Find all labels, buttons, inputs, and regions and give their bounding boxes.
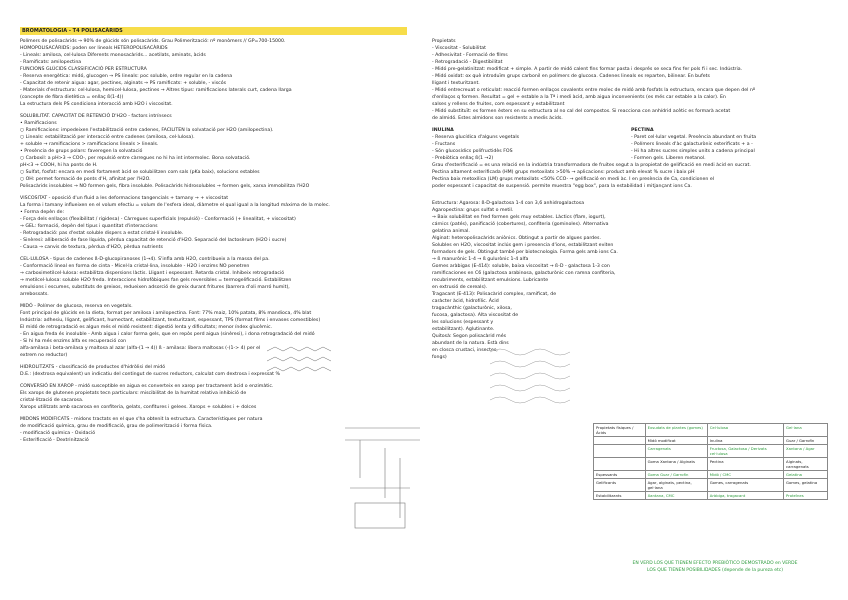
hydrolysates-section: [20, 364, 290, 378]
text-line: Agaropectina: grups sulfat o metil.: [432, 208, 514, 213]
text-line: - Capacitat de retenir aigua: agar, pectines, alginats → PS ramificats: + soluble, - viscós: [20, 81, 227, 86]
text-line: Polímers de polisacàrids → 90% de glúcids són polisacàrids. Grau Polimerització: nº monòmers // GP=700-15000.: [20, 39, 286, 44]
text-line: + soluble → ramificacions > ramificacions lineals > lineals.: [20, 142, 159, 147]
text-line: emulsions i escumes, substituts de greixos, redueixen adsorció de greix durant fritures (barrera d'oli marró humit),: [20, 285, 290, 290]
text-line: ramificaciones en C6 (galactosa arabinosa, galacturònic con ramna confiteria,: [432, 271, 616, 276]
table-cell: Midó modificat: [645, 437, 707, 445]
table-cell: Midó / CMC: [707, 471, 783, 479]
text-line: d'enllaços q formen. Resultat = gel + estable a la Tª i medi àcid, amb aigua inconvenients (es més car estable a la calor). En: [432, 95, 726, 100]
text-line: tragacànthic (galacturònic, xilosa,: [432, 306, 512, 311]
text-line: - Adhesivitat - Formació de films: [432, 53, 508, 58]
text-line: - Esterificació - Dextrinització: [20, 438, 89, 443]
text-line: formadors de gels. Obtingut també per biotecnologia. Forma gels amb ions Ca.: [432, 250, 618, 255]
solubility-section: [20, 113, 415, 190]
text-line: Grau d'esterificació = es una relació en la indústria transformadora de fruites segut a la propietat de gelificació en medi àcid en sucrat.: [432, 163, 751, 168]
text-line: Estructura: Agarosa: ß-D-galactosa 1-4 con 3,6 anhidrogalactosa: [432, 201, 585, 206]
starch-section: [20, 303, 415, 359]
text-line: Polisacàrids insolubles → NO formen gels, fibra insoluble. Polisacàrids hidrosolubles → formen gels, xarxa immobilitza l'H2O: [20, 184, 310, 189]
text-line: → carboximetilcel·lulosa: estabilitza dispersions làctis. Lligant i espessant. Retarda cristal. Inhibeix retrogradació: [20, 271, 285, 276]
text-line: Tragacant (E-413): Polisacàrid complex, ramificat, de: [432, 292, 557, 297]
text-line: La estructura dels PS condiciona interacció amb H2O i viscositat.: [20, 102, 173, 107]
table-cell: Espessants: [594, 471, 646, 479]
agar-structure-figure: [485, 342, 580, 412]
table-row: [594, 445, 828, 458]
table-cell: Gelificants: [594, 479, 646, 492]
inulin-heading: INULINA: [432, 128, 454, 133]
text-line: ○ Carboxil: a pH>3 → COO-, per repulsió entre càrregues no hi ha int intermolec. Bona solvatació.: [20, 156, 251, 161]
table-cell: Exsudats de plantes (gomes): [645, 424, 707, 437]
text-line: Font principal de glúcids en la dieta, format per amilosa i amilopectina. Font: 77% maiz, 10% patata, 8% mandioca, 4% blat: [20, 311, 312, 316]
text-line: Xarops utilitzats amb sacarosa en confiteria, gelats, confitures i gelees. Xarops + solubles i + dolces: [20, 405, 257, 410]
text-line: fongs): [432, 355, 447, 360]
text-line: Pectina altament esterificada (HM) grups metoxilats >50% → aplicacions: product amb elevat % sucre i baix pH: [432, 170, 695, 175]
text-line: FUNCIONS GLÚCIDS CLASSIFICACIÓ PER ESTRUCTURA: [20, 67, 147, 72]
hydrocolloid-summary-table: [593, 423, 828, 500]
text-line: en closca crustaci, insectes,: [432, 348, 498, 353]
footnote-line-2: LOS QUE TIENEN POSIBILIDADES (depende de la pureza etc): [647, 568, 783, 573]
text-line: lligant i texturitzant.: [432, 81, 480, 86]
table-cell: [594, 437, 646, 445]
table-cell: Estabilitzants: [594, 492, 646, 500]
intro-section: [20, 38, 415, 108]
text-line: SOLUBILITAT. CAPACITAT DE RETENCIÓ D'H2O - factors intrínsecs: [20, 114, 172, 119]
inulin-pectin-row: [432, 148, 830, 155]
text-line: - Si hi ha més enzims àlfa es recuperació con: [20, 339, 127, 344]
text-line: ○ Lineals: estabilització per interacció entre cadenes (amilosa, cel·lulosa).: [20, 135, 195, 140]
table-row: [594, 458, 828, 471]
text-line: CEL·LULOSA - tipus de cadenes ß-D-glucopiranoses (1→4). S'infla amb H2O, contribueix a la massa del pa.: [20, 257, 270, 262]
footnote-line-1: EN VERD LOS QUE TIENEN EFECTO PREBIÒTICO DEMOSTRADO en VERDE: [632, 561, 798, 566]
text-line: HIDROLITZATS - classificació de productes d'hidròlisi del midó: [20, 365, 166, 370]
syrup-section: [20, 383, 320, 411]
text-line: cristal·lització de sacarosa.: [20, 398, 84, 403]
text-line: Alginat: heteropolisacàrids aniònics. Obtingut a partir de algues pardes.: [432, 236, 601, 241]
pectin-section: [432, 162, 830, 190]
text-line: ○ Ramificacions: impedeixen l'estabilització entre cadenes, FACILITEN la solvatació per H2O (amilopectina).: [20, 128, 274, 133]
inulin-item: - Reserva glucídica d'alguns vegetals: [432, 135, 520, 140]
text-line: de almidó. Estes almidons son resistents a medis àcids.: [432, 116, 563, 121]
text-line: - Retrogradació - Digestibilitat: [432, 60, 503, 65]
text-line: caràcter àcid, hidrofílic. Àcid: [432, 299, 499, 304]
inulin-item: - Prebiòtica enllaç ß(1 →2): [432, 156, 494, 161]
table-cell: Gelatina: [784, 471, 828, 479]
text-line: - Midó pre-gelatinitzat: modificat + simple. A partir de midó calent fins formar pasta i després se seca fins fer pols fi i sec. Indústria.: [432, 67, 743, 72]
text-line: - Retrogradació: pas d'estat soluble dispers a estat cristal·lí insoluble.: [20, 231, 184, 236]
text-line: - En aigua freda és insoluble - Amb aigua i calor forma gels, que en repòs perd aigua (sinèresi), i dona retrogradació del midó: [20, 332, 315, 337]
text-line: - Midó oxidat: ox què introduïm grups carbonil en polímers de glucosa. Cadenes lineals es reparten, bilinear. En bufets: [432, 74, 710, 79]
text-line: → Baix solubilitat en fred formen gels muy estables. Làctics (flam, iogurt),: [432, 215, 606, 220]
modified-starch-section: [20, 416, 320, 444]
text-line: - Conformació lineal en forma de cinta - Micel·la cristal·lina, insoluble - H2O i enzims NO penetren: [20, 264, 250, 269]
text-line: - Ramificats: amilopectina: [20, 60, 82, 65]
text-line: VISCOSITAT - oposició d'un fluid a les deformacions tangencials + tamany → + viscositat: [20, 196, 229, 201]
text-line: Els xarops de glutenen propietats tecn particulars: miscibilitat de la humitat relativa inhibició de: [20, 391, 247, 396]
text-line: - Midó entrecreuat o reticulat: reacció formen enllaços covalents entre molec de midó amb fosfats la estructura, encara que depen del nº: [432, 88, 756, 93]
table-cell: Fructosa, Galactosa / Derivats cel·lulosa: [707, 445, 783, 458]
text-line: recubriments, estabilitzant emulsions. Lubricante: [432, 278, 549, 283]
viscosity-section: [20, 195, 415, 251]
text-line: de modificació química, grau de modificació, grau de polimerització i forma física.: [20, 424, 213, 429]
table-row: [594, 471, 828, 479]
table-footnote: [615, 560, 815, 574]
text-line: pH<3 → COOH, hi ha ponts de H.: [20, 163, 98, 168]
table-cell: Proteïnes: [784, 492, 828, 500]
inulin-item: - Fructans: [432, 142, 456, 147]
text-line: - modificació química - Oxidació: [20, 431, 96, 436]
table-cell: Xantana, CMC: [645, 492, 707, 500]
starch-structure-figure: [340, 418, 425, 538]
text-line: → ß manurònic 1-4 → ß gulurònic 1-4 alfa: [432, 257, 529, 262]
text-line: La forma i tamany influeixen en el volum efectiu = volum de l'esfera ideal, diàmetre el qual igual a la longitud màxima de la molec.: [20, 203, 330, 208]
text-line: Gomes aràbigas (E-414): soluble, baixa viscositat → ß-D - galactosa 1-3 con: [432, 264, 610, 269]
text-line: Quitosà: Segon polisacàrid més: [432, 334, 507, 339]
text-line: → GEL: formació, depèn del tipus i quantitat d'interaccions: [20, 224, 158, 229]
text-line: • Ramificacions: [20, 121, 57, 126]
pectin-item: - Hi ha altres sucres simples units a cadena principal: [631, 149, 755, 154]
document-title: BROMATOLOGIA - T4 POLISACÀRIDS: [20, 27, 407, 35]
inulin-pectin-row: [432, 134, 830, 141]
table-cell: Inulina: [707, 437, 783, 445]
text-line: - Viscositat - Solubilitat: [432, 46, 486, 51]
table-cell: Carragenats: [645, 445, 707, 458]
left-column: [20, 38, 415, 444]
text-line: - Midó substituït: es formen èsters en su estructura al no cal del compostos. Si reacciona con anhídrid acètic es formarà acetat: [432, 109, 731, 114]
table-row: [594, 492, 828, 500]
table-cell: Cel·lulosa: [707, 424, 783, 437]
text-line: - Força dels enllaços (flexibilitat / rigidesa) - Càrregues superficials (repulsió) - Conformació (+ linealitat, + viscositat): [20, 217, 296, 222]
text-line: poder espessant i capacitat de suspensió. permite muestra "egg box", para la estabilidad i mitjançant ions Ca.: [432, 184, 692, 189]
text-line: cárnics (patés), panificació (cobertures), confiteria (gominoles). Alternativa: [432, 222, 609, 227]
text-line: • Forma depèn de:: [20, 210, 65, 215]
table-cell: Propietats físiques / Àcids: [594, 424, 646, 437]
table-cell: Alginats, carragenats: [784, 458, 828, 471]
text-line: (concepte de fibra dietètica = enllaç ß(1-4)): [20, 95, 124, 100]
table-row: [594, 479, 828, 492]
inulin-item: - Són glucosídics polifructidès FOS: [432, 149, 513, 154]
table-cell: Agar, alginats, pectina, gel·lana: [645, 479, 707, 492]
modified-starch-types: [432, 66, 830, 122]
text-line: MIDÓ - Polímer de glucosa, reserva en vegetals.: [20, 304, 133, 309]
table-cell: [594, 445, 646, 458]
text-line: Solubles en H2O, viscositat inclús gem i presencia d'ions, estabilitzant eviten: [432, 243, 614, 248]
text-line: - Materials d'estructura: cel·lulosa, hemicel·lulosa, pectines → Altres tipus: ramificacions laterals curt, cadena llarga: [20, 88, 292, 93]
text-line: extrem no reductor): [20, 353, 68, 358]
inulin-pectin-row: [432, 155, 830, 162]
pectin-item: - Paret cel·lular vegetal. Presència abundant en fruita: [631, 135, 757, 140]
text-line: CONVERSIÓ EN XAROP - midó susceptible en aigua es converteix en xarop per tractament àcid o enzimàtic.: [20, 384, 274, 389]
properties-title: Propietats: [432, 39, 456, 44]
text-line: - Causa → canvis de textura, pèrdua d'H2O, pèrdua nutrients: [20, 245, 163, 250]
table-cell: Gomes, gelatina: [784, 479, 828, 492]
agar-alginate-section: [432, 200, 830, 263]
table-cell: Goma Guar / Garrofín: [645, 471, 707, 479]
text-line: gelatina animal.: [432, 229, 470, 234]
table-row: [594, 437, 828, 445]
text-line: fucosa, galactosa). Alta viscositat de: [432, 313, 519, 318]
text-line: MIDONS MODIFICATS - midons tractats en el que s'ha obtenit la estructura. Característiques per natura: [20, 417, 263, 422]
table-cell: [594, 458, 646, 471]
table-cell: Guar / Garrofín: [784, 437, 828, 445]
text-line: HOMOPOLISACÀRIDS: poden ser lineals HETEROPOLISACÀRIDS: [20, 46, 168, 51]
text-line: estabilitzant). Aglutinante.: [432, 327, 495, 332]
pectin-heading: PECTINA: [631, 128, 654, 133]
table-cell: Gomes, carragenats: [707, 479, 783, 492]
cellulose-section: [20, 256, 292, 298]
table-cell: Pectina: [707, 458, 783, 471]
text-line: - Reserva energètica: midó, glucogen → PS lineals: poc soluble, ordre regular en la cadena: [20, 74, 233, 79]
text-line: arrebossats.: [20, 292, 49, 297]
text-line: • Presència de grups polars: faveregen la solvatació: [20, 149, 143, 154]
text-line: → metilcel·lulosa: soluble H2O freda. Interaccions hidrofòbiques fan gels reversibles = termogelificació. Estabilitzen: [20, 278, 292, 283]
inulin-pectin-rows: [432, 134, 830, 162]
pectin-item: - Polímers lineals d'àc galacturònic esterificats + a -: [631, 142, 753, 147]
text-line: Pectina baix metoxílica (LM) grups metoxilats <50% CCO- → gelificació en medi àc. I en presència de Ca, condicionen el: [432, 177, 715, 182]
table-cell: Xantana / Agar: [784, 445, 828, 458]
right-column: [432, 38, 830, 361]
text-line: - Sinèresi: alliberació de fase líquida, pèrdua capacitat de retenció d'H2O. Separació del lactosèrum (H2O i sucre): [20, 238, 287, 243]
text-line: El midó de retrogradació es algun més el midó resistent: digestió lenta y dificultats; menor índex glucèmic.: [20, 325, 273, 330]
text-line: alfa-amilasa i beta-amilasa y maltosa al azar (alfa-(1 → 4)) ß - amilasa: libera maltosas (-(1-> 4) per el: [20, 346, 261, 351]
text-line: ○ OH: permet formació de ponts d'H, afinitat per l'H2O.: [20, 177, 151, 182]
inulin-pectin-header: [432, 127, 830, 134]
text-line: D.E.: (dextrosa equivalent) un indicatiu del contingut de sucres reductors, calculat com dextrosa i expressat %: [20, 372, 280, 377]
table-row: [594, 424, 828, 437]
properties-list: [432, 45, 830, 66]
text-line: les solucions (espessant y: [432, 320, 494, 325]
text-line: Indústria: adhesiu, lligant, gelificant, humectant, estabilitzant, texturitzant, espessant, TPS (format films i envases comestibles): [20, 318, 321, 323]
table-cell: Goma Xantana / Alginats: [645, 458, 707, 471]
cellulose-structure-figure: [262, 343, 337, 383]
pectin-item: - Formen gels. Liberen metanol.: [631, 156, 706, 161]
table-cell: Aràbiga, tragacant: [707, 492, 783, 500]
text-line: ○ Sulfat, fosfat: encara en medi fortament àcid se solubilitzen com sals (pKa baix), solucions estables: [20, 170, 260, 175]
text-line: en extrusió de cereals).: [432, 285, 488, 290]
table-cell: Gel·lana: [784, 424, 828, 437]
text-line: - Lineals: amilosa, cel·lulosa Diferents monosacàrids... acetilats, aminats, àcids: [20, 53, 206, 58]
text-line: abundant de la natura. Està dins: [432, 341, 509, 346]
inulin-pectin-row: [432, 141, 830, 148]
text-line: salses y rellens de fruites, com espessant y estabilitzant: [432, 102, 565, 107]
